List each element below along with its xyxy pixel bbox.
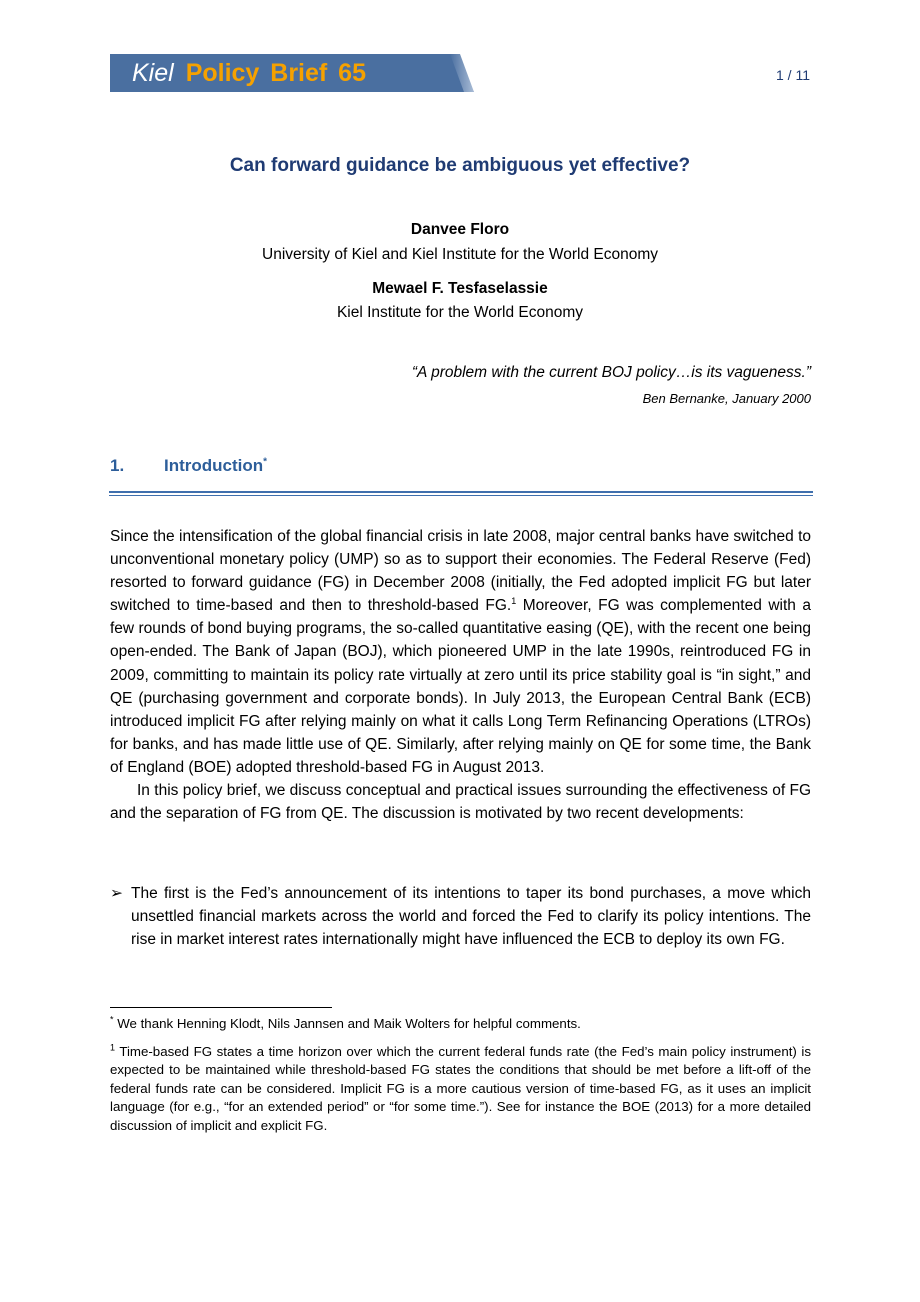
footnote-separator [110,1007,332,1008]
footnote-star [110,1015,811,1033]
section-number: 1. [110,456,125,475]
author-affiliation-1: University of Kiel and Kiel Institute for the World Economy [262,246,658,263]
footnote-text: Time-based FG states a time horizon over which the current federal funds rate (the Fed’s main policy instrument) is expected to be maintained while threshold-based FG states the conditions that should be met before a lift-off of the federal funds rate can be considered. Implicit FG is a more cautious version of time-based FG, as it uses an implicit language (for e.g., “for an extended period” or “for some time.”). See for instance the BOE (2013) for a more detailed discussion of implicit and explicit FG. [110,1044,811,1133]
list-item [110,882,811,951]
section-heading [110,456,267,476]
footnote-marker: 1 [110,1042,116,1053]
section-rule [109,491,813,493]
footnote-1 [110,1043,811,1135]
series-banner [110,54,474,92]
paragraph-2: In this policy brief, we discuss conceptual and practical issues surrounding the effectiveness of FG and the separation of FG from QE. The discussion is motivated by two recent developments: [110,782,811,823]
footnote-text: We thank Henning Klodt, Nils Jannsen and Maik Wolters for helpful comments. [113,1016,581,1031]
paragraph-1-text-b: Moreover, FG was complemented with a few rounds of bond buying programs, the so-called quantitative easing (QE), with the recent one being open-ended. The Bank of Japan (BOJ), which pioneered UMP in the late 1990s, reintroduced FG in 2009, committing to maintain its policy rate virtually at zero until its price stability goal is “in sight,” and QE (purchasing government and corporate bonds). In July 2013, the European Central Bank (ECB) introduced implicit FG after relying mainly on what it calls Long Term Refinancing Operations (LTROs) for banks, and has made little use of QE. Similarly, after relying mainly on QE for some time, the Bank of England (BOE) adopted threshold-based FG in August 2013. [110,597,811,776]
document-title: Can forward guidance be ambiguous yet effective? [229,155,691,176]
footnote-marker: * [110,1014,114,1025]
author-name-1: Danvee Floro [410,221,510,238]
section-rule-thin [109,495,813,496]
body-text [110,525,811,825]
page-indicator: 1 / 11 [776,67,810,83]
series-word: Kiel [132,59,174,87]
paragraph-1 [110,525,811,779]
epigraph-source: Ben Bernanke, January 2000 [642,391,811,406]
section-title: Introduction [164,456,264,475]
footnote-ref-1[interactable]: 1 [511,596,517,607]
epigraph-quote: “A problem with the current BOJ policy…is its vagueness.” [411,364,811,381]
paragraph-1-text-a: Since the intensification of the global financial crisis in late 2008, major central banks have switched to unconventional monetary policy (UMP) so as to support their economies. The Federal Reserve (Fed) resorted to forward guidance (FG) in December 2008 (initially, the Fed adopted implicit FG but later switched to time-based and then to threshold-based FG. [110,528,811,615]
bullet-arrow-icon: ➢ [110,885,123,902]
list-item-text: The first is the Fed’s announcement of its intentions to taper its bond purchases, a move which unsettled financial markets across the world and forced the Fed to clarify its policy intentions. The rise in market interest rates internationally might have influenced the ECB to deploy its own FG. [131,885,811,949]
author-name-2: Mewael F. Tesfaselassie [372,280,548,297]
section-footnote-marker: * [263,456,268,468]
author-affiliation-2: Kiel Institute for the World Economy [336,304,584,321]
series-title: Policy Brief 65 [185,59,366,87]
